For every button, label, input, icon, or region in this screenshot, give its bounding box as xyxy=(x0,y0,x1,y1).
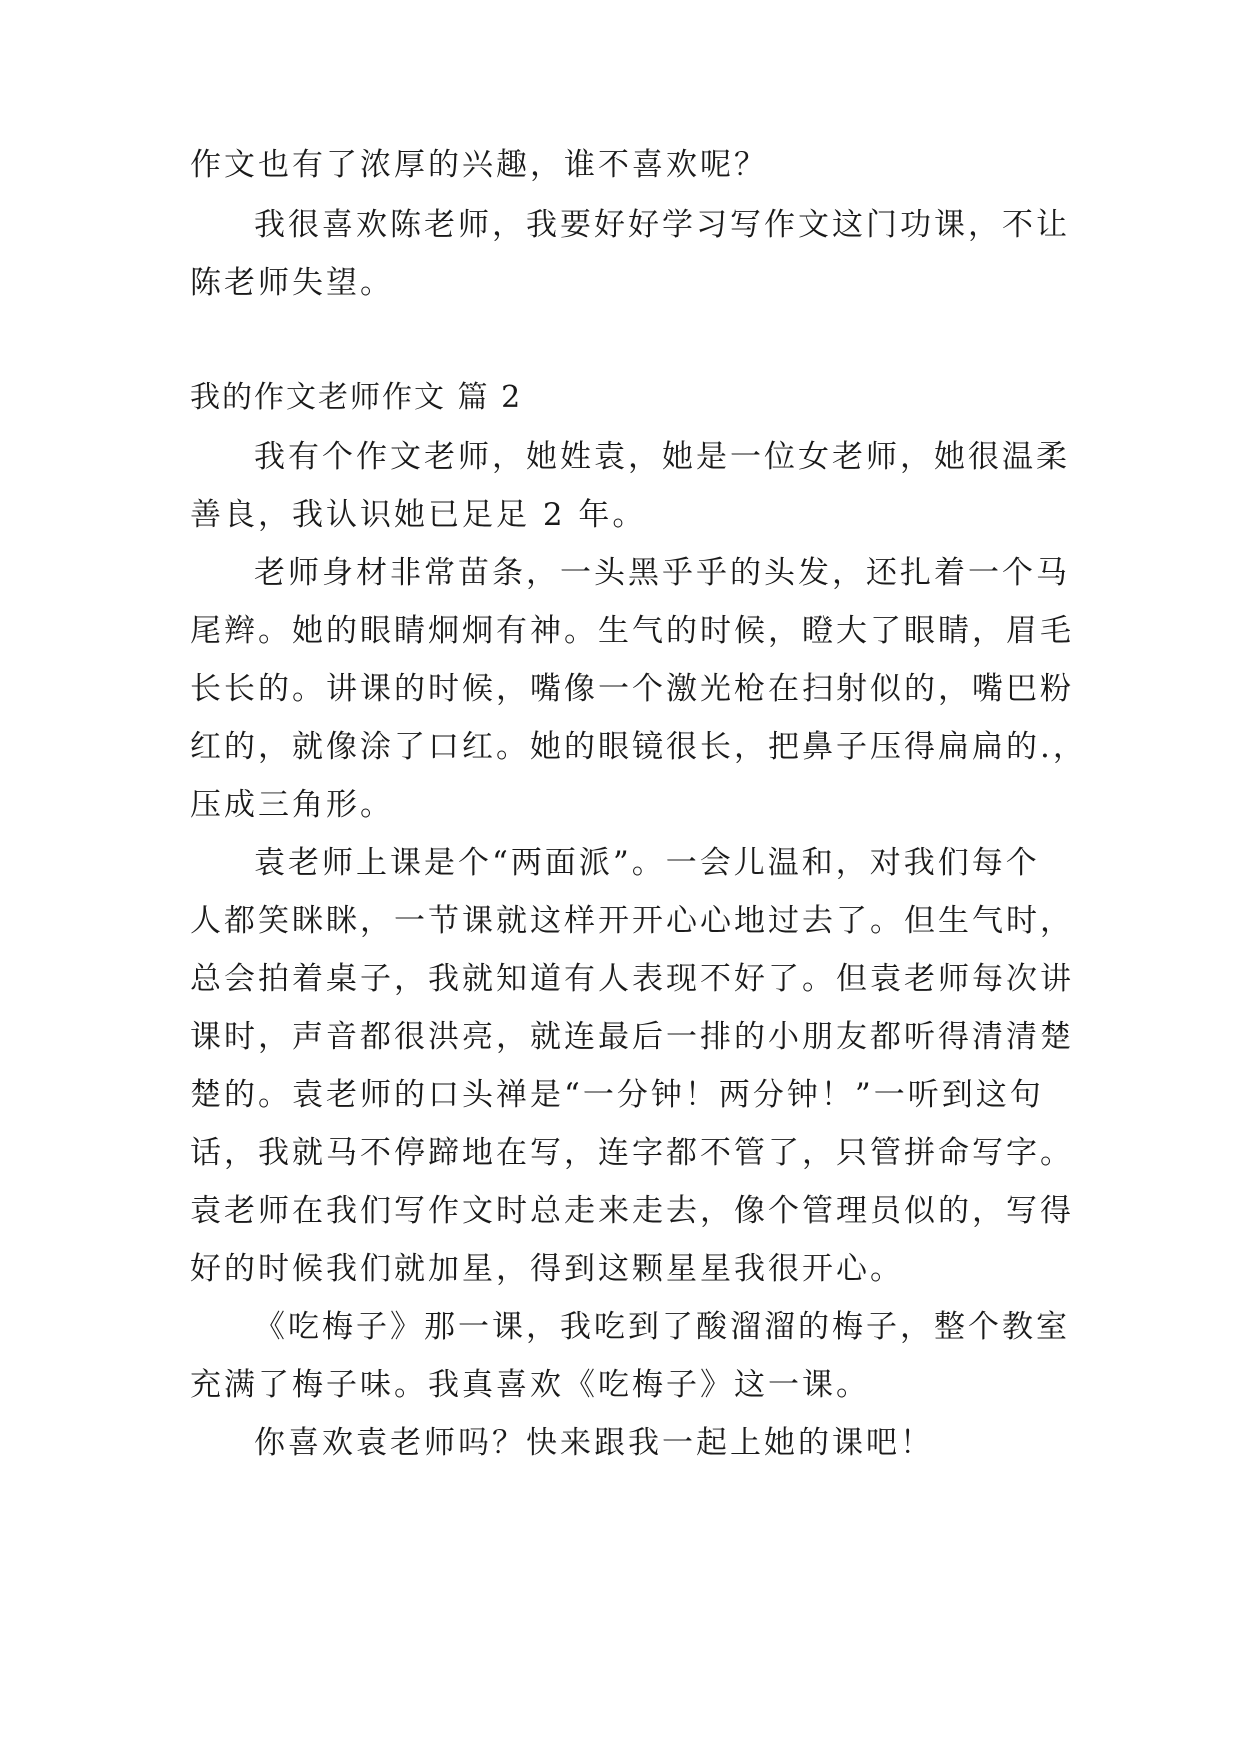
text-line: 尾辫。她的眼睛炯炯有神。生气的时候，瞪大了眼睛，眉毛 xyxy=(190,613,1074,649)
paragraph-first-line: 老师身材非常苗条，一头黑乎乎的头发，还扎着一个马 xyxy=(254,555,1070,591)
text-line: 话，我就马不停蹄地在写，连字都不管了，只管拼命写字。 xyxy=(190,1135,1074,1171)
text-line: 课时，声音都很洪亮，就连最后一排的小朋友都听得清清楚 xyxy=(190,1019,1074,1055)
text-line: 长长的。讲课的时候，嘴像一个激光枪在扫射似的，嘴巴粉 xyxy=(190,671,1074,707)
paragraph-first-line: 我很喜欢陈老师，我要好好学习写作文这门功课，不让 xyxy=(254,207,1070,243)
text-line: 楚的。袁老师的口头禅是“一分钟！两分钟！”一听到这句 xyxy=(190,1077,1044,1113)
paragraph-first-line: 《吃梅子》那一课，我吃到了酸溜溜的梅子，整个教室 xyxy=(254,1309,1070,1345)
text-line: 善良，我认识她已足足 2 年。 xyxy=(190,497,647,533)
paragraph-first-line: 袁老师上课是个“两面派”。一会儿温和，对我们每个 xyxy=(254,845,1040,881)
text-line: 红的，就像涂了口红。她的眼镜很长，把鼻子压得扁扁的.， xyxy=(190,729,1087,765)
text-line: 充满了梅子味。我真喜欢《吃梅子》这一课。 xyxy=(190,1367,870,1403)
text-line: 人都笑眯眯，一节课就这样开开心心地过去了。但生气时， xyxy=(190,903,1074,939)
text-line: 好的时候我们就加星，得到这颗星星我很开心。 xyxy=(190,1251,904,1287)
paragraph-first-line: 你喜欢袁老师吗？快来跟我一起上她的课吧！ xyxy=(254,1425,934,1461)
section-title: 我的作文老师作文 篇 2 xyxy=(190,380,523,415)
text-line: 压成三角形。 xyxy=(190,787,394,823)
text-line: 总会拍着桌子，我就知道有人表现不好了。但袁老师每次讲 xyxy=(190,961,1074,997)
paragraph-first-line: 我有个作文老师，她姓袁，她是一位女老师，她很温柔 xyxy=(254,439,1070,475)
text-line: 袁老师在我们写作文时总走来走去，像个管理员似的，写得 xyxy=(190,1193,1074,1229)
text-line: 作文也有了浓厚的兴趣，谁不喜欢呢？ xyxy=(190,147,768,183)
text-line: 陈老师失望。 xyxy=(190,265,394,301)
